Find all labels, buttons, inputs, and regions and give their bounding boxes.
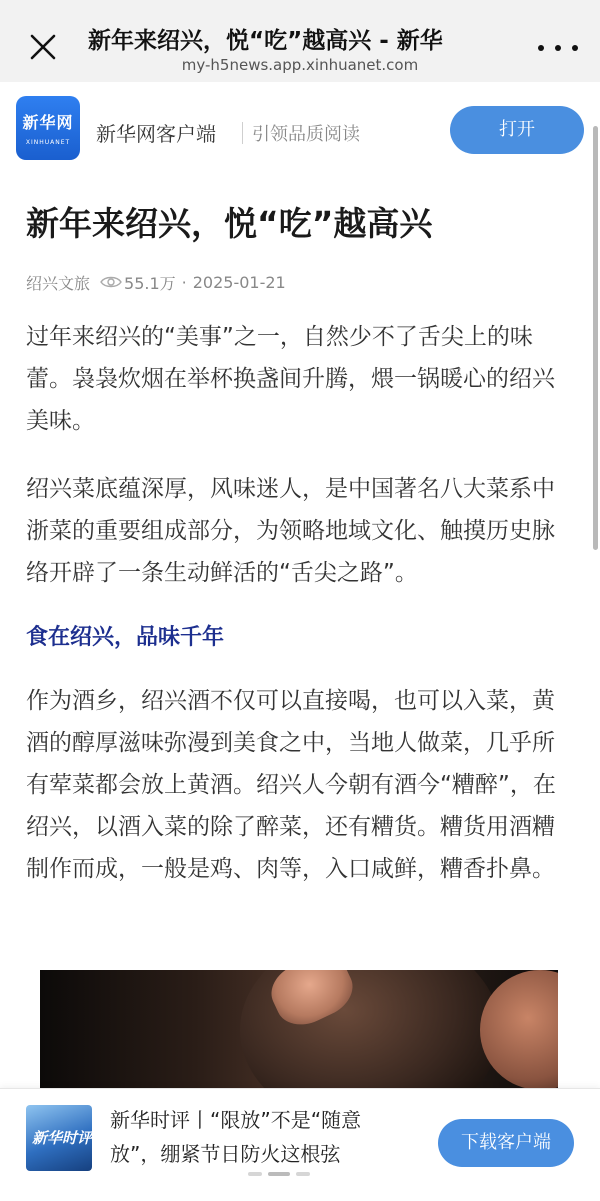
more-dots-icon bbox=[538, 45, 544, 51]
scrollbar[interactable] bbox=[593, 126, 598, 550]
publish-date: 2025-01-21 bbox=[192, 272, 286, 292]
hand-shape bbox=[480, 970, 558, 1090]
article-paragraph: 作为酒乡，绍兴酒不仅可以直接喝，也可以入菜，黄酒的醇厚滋味弥漫到美食之中，当地人做菜，几乎所有荤菜都会放上黄酒。绍兴人今朝有酒今“糟醉”，在绍兴，以酒入菜的除了醉菜，还有糟货。糟货用酒糟制作而成，一般是鸡、肉等，入口咸鲜，糟香扑鼻。 bbox=[26, 688, 556, 882]
app-download-banner bbox=[0, 82, 600, 180]
article-paragraph: 绍兴菜底蕴深厚，风味迷人，是中国著名八大菜系中浙菜的重要组成部分，为领略地域文化、触摸历史脉络开辟了一条生动鲜活的“舌尖之路”。 bbox=[26, 476, 555, 586]
article-title: 新年来绍兴，悦“吃”越高兴 bbox=[26, 204, 433, 243]
eye-icon bbox=[100, 275, 122, 289]
meta-separator: · bbox=[181, 272, 187, 292]
logo-text: 新华网 bbox=[22, 113, 74, 132]
article-source[interactable]: 绍兴文旅 bbox=[26, 273, 91, 293]
promo-headline[interactable]: 新华时评丨“限放”不是“随意放”，绷紧节日防火这根弦 bbox=[110, 1108, 362, 1166]
article-image bbox=[40, 970, 558, 1090]
open-app-button[interactable]: 打开 bbox=[450, 106, 584, 154]
article-paragraph: 过年来绍兴的“美事”之一，自然少不了舌尖上的味蕾。袅袅炊烟在举杯换盏间升腾，煨一锅暖心的绍兴美味。 bbox=[26, 324, 555, 434]
browser-top-bar bbox=[0, 0, 600, 83]
promo-thumbnail[interactable] bbox=[26, 1105, 92, 1171]
app-name: 新华网客户端 bbox=[96, 122, 216, 146]
article-subheading: 食在绍兴，品味千年 bbox=[26, 625, 225, 650]
more-dots-icon bbox=[572, 45, 578, 51]
more-dots-icon bbox=[555, 45, 561, 51]
app-slogan: 引领品质阅读 bbox=[252, 124, 360, 145]
banner-divider bbox=[242, 122, 243, 144]
carousel-dot bbox=[248, 1172, 262, 1176]
download-app-button[interactable]: 下载客户端 bbox=[438, 1119, 574, 1167]
browser-url: my-h5news.app.xinhuanet.com bbox=[181, 56, 419, 74]
carousel-dot-active bbox=[268, 1172, 290, 1176]
carousel-indicator bbox=[248, 1172, 310, 1176]
browser-page-title: 新年来绍兴，悦“吃”越高兴 - 新华 bbox=[88, 28, 443, 54]
article-meta bbox=[26, 270, 576, 294]
bottom-promo-bar bbox=[0, 1088, 600, 1201]
thumb-text: 新华时评 bbox=[32, 1129, 92, 1147]
xinhuanet-logo bbox=[16, 96, 80, 160]
carousel-dot bbox=[296, 1172, 310, 1176]
article bbox=[26, 188, 576, 890]
logo-subtext: XINHUANET bbox=[25, 139, 71, 146]
view-count: 55.1万 bbox=[124, 273, 176, 293]
more-options-button[interactable] bbox=[538, 38, 578, 58]
